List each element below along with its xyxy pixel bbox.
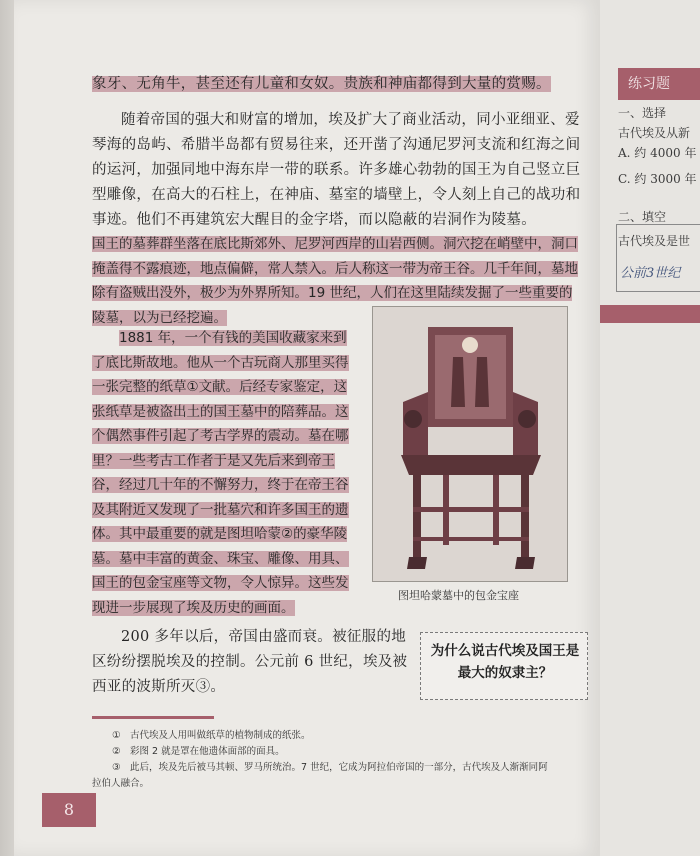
footnote-3: ③ 此后，埃及先后被马其顿、罗马所统治。7 世纪，它成为阿拉伯帝国的一部分，古代埃及人渐渐同阿 (112, 762, 548, 773)
paragraph-4 (92, 326, 360, 620)
paragraph-4-text: 1881 年，一个有钱的美国收藏家来到了底比斯故地。他从一个古玩商人那里买得一张完整的纸草①文献。后经专家鉴定，这张纸草是被盗出土的国王墓中的陪葬品。这个偶然事件引起了考古学界的震动。墓在哪里？一些考古工作者于是又先后来到帝王谷，经过几十年的不懈努力，终于在帝王谷及其附近又发现了一批墓穴和许多国王的遗体。其中最重要的就是图坦哈蒙②的豪华陵墓。墓中丰富的黄金、珠宝、雕像、用具、国王的包金宝座等文物，令人惊异。这些发现进一步展现了埃及历史的画面。 (92, 330, 349, 616)
paragraph-1-text: 象牙、无角牛，甚至还有儿童和女奴。贵族和神庙都得到大量的赏赐。 (92, 76, 551, 92)
right-page (600, 0, 700, 856)
paragraph-5: 200 多年以后，帝国由盛而衰。被征服的地区纷纷摆脱埃及的控制。公元前 6 世纪，埃及被西亚的波斯所灭③。 (92, 629, 408, 695)
page-number: 8 (42, 793, 96, 827)
footnote-1: ① 古代埃及人用叫做纸草的植物制成的纸张。 (112, 730, 311, 741)
right-line-4: C. 约 3000 年 (618, 172, 697, 186)
paragraph-3-text: 国王的墓葬群坐落在底比斯郊外、尼罗河西岸的山岩西侧。洞穴挖在峭壁中，洞口掩盖得不露痕迹，地点偏僻，常人禁入。后人称这一带为帝王谷。几千年间，墓地除有盗贼出没外，极少为外界所知。19 世纪，人们在这里陆续发掘了一些重要的陵墓，以为已经挖遍。 (92, 236, 578, 326)
golden-throne-image (372, 306, 568, 582)
footnote-rule (92, 716, 214, 719)
right-line-1: 一、选择 (618, 106, 667, 120)
footnote-2: ② 彩图 2 就是罩在他遗体面部的面具。 (112, 746, 285, 757)
figure-caption: 图坦哈蒙墓中的包金宝座 (398, 589, 519, 602)
right-line-5: 二、填空 (618, 210, 667, 224)
right-line-3: A. 约 4000 年 (618, 146, 697, 160)
right-line-2: 古代埃及从新 (618, 126, 691, 140)
right-accent-band (600, 305, 700, 323)
right-line-6: 古代埃及是世 (618, 234, 691, 248)
question-text: 为什么说古代埃及国王是最大的奴隶主？ (430, 643, 580, 681)
handwriting: 公前3世纪 (620, 266, 681, 281)
exercise-tab: 练习题 (618, 68, 700, 100)
paragraph-1 (92, 72, 572, 97)
footnote-3-continued: 拉伯人融合。 (92, 778, 150, 789)
paragraph-2: 随着帝国的强大和财富的增加，埃及扩大了商业活动，同小亚细亚、爱琴海的岛屿、希腊半岛都有贸易往来，还开凿了沟通尼罗河支流和红海之间的运河，加强同地中海东岸一带的联系。许多雄心勃勃的国王为自己竖立巨型雕像，在高大的石柱上，在神庙、墓室的墙壁上，令人刻上自己的战功和事迹。他们不再建筑宏大醒目的金字塔，而以隐蔽的岩洞作为陵墓。 (92, 112, 581, 228)
